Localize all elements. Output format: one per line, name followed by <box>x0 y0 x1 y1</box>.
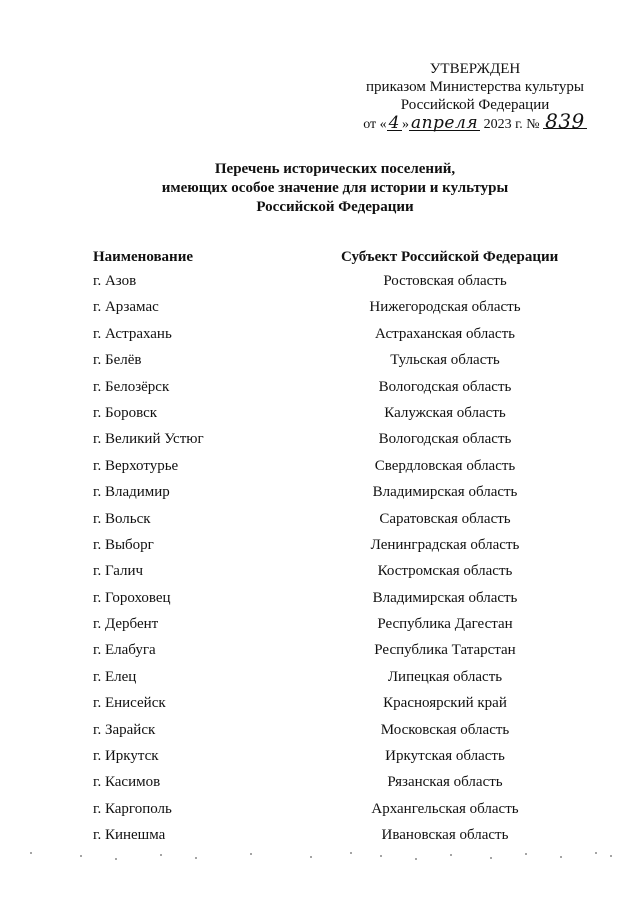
federal-subject: Республика Дагестан <box>377 616 513 633</box>
noise-dot <box>610 855 612 857</box>
noise-dot <box>195 857 197 859</box>
noise-dot <box>160 854 162 856</box>
table-row <box>0 403 640 429</box>
table-row <box>0 271 640 297</box>
noise-dot <box>115 858 117 860</box>
settlement-name: г. Белёв <box>93 352 142 369</box>
table-row <box>0 535 640 561</box>
settlement-name: г. Боровск <box>93 404 158 421</box>
federal-subject: Вологодская область <box>378 431 512 448</box>
noise-dot <box>525 853 527 855</box>
federal-subject: Владимирская область <box>372 589 518 606</box>
settlement-name: г. Гороховец <box>93 589 171 606</box>
table-row <box>0 640 640 666</box>
table-row <box>0 377 640 403</box>
handwritten-number: 839 <box>545 109 585 133</box>
federal-subject: Липецкая область <box>387 668 503 685</box>
column-header-subject: Субъект Российской Федерации <box>341 249 559 265</box>
federal-subject: Ивановская область <box>381 827 509 844</box>
noise-dot <box>490 857 492 859</box>
settlement-name: г. Кинешма <box>93 827 166 844</box>
settlement-name: г. Владимир <box>93 484 170 501</box>
federal-subject: Калужская область <box>384 404 506 421</box>
order-line: приказом Министерства культуры <box>366 79 584 95</box>
table-row <box>0 561 640 587</box>
document-title <box>100 160 570 217</box>
table-row <box>0 614 640 640</box>
settlements-list <box>0 271 640 852</box>
noise-dot <box>80 855 82 857</box>
settlement-name: г. Азов <box>93 273 137 289</box>
noise-dot <box>350 852 352 854</box>
federal-subject: Владимирская область <box>372 484 518 501</box>
noise-dot <box>310 856 312 858</box>
federal-subject: Республика Татарстан <box>374 642 516 659</box>
settlement-name: г. Астрахань <box>93 325 172 342</box>
settlement-name: г. Касимов <box>93 774 161 791</box>
title-line-3: Российской Федерации <box>256 199 414 215</box>
settlement-name: г. Зарайск <box>93 721 156 738</box>
table-row <box>0 720 640 746</box>
federal-subject: Ростовская область <box>383 273 507 289</box>
table-row <box>0 509 640 535</box>
title-line-1: Перечень исторических поселений, <box>214 161 456 177</box>
table-row <box>0 825 640 851</box>
date-line <box>355 109 595 134</box>
noise-dot <box>595 852 597 854</box>
federal-subject: Иркутская область <box>385 748 505 765</box>
table-row <box>0 456 640 482</box>
scan-noise <box>20 852 620 862</box>
table-row <box>0 772 640 798</box>
column-header-name: Наименование <box>93 249 193 265</box>
noise-dot <box>560 856 562 858</box>
settlement-name: г. Елабуга <box>93 642 156 659</box>
settlement-name: г. Дербент <box>93 616 159 633</box>
noise-dot <box>450 854 452 856</box>
settlement-name: г. Иркутск <box>93 748 159 765</box>
handwritten-day: 4 <box>388 113 400 133</box>
date-prefix: от « <box>363 117 387 132</box>
year-text: 2023 г. № <box>483 117 540 132</box>
date-quote: » <box>401 117 409 132</box>
table-row <box>0 482 640 508</box>
approved-label: УТВЕРЖДЕН <box>429 61 521 77</box>
table-row <box>0 746 640 772</box>
table-row <box>0 799 640 825</box>
settlement-name: г. Верхотурье <box>93 457 179 474</box>
settlement-name: г. Вольск <box>93 510 151 527</box>
federal-subject: Московская область <box>380 721 510 738</box>
federal-subject: Астраханская область <box>375 325 515 342</box>
settlement-name: г. Енисейск <box>93 695 166 712</box>
settlement-name: г. Великий Устюг <box>93 431 204 448</box>
federal-subject: Свердловская область <box>374 457 516 474</box>
settlement-name: г. Белозёрск <box>93 378 170 395</box>
settlement-name: г. Елец <box>93 668 137 685</box>
federal-subject: Ленинградская область <box>370 536 520 553</box>
noise-dot <box>250 853 252 855</box>
title-line-2: имеющих особое значение для истории и культуры <box>161 180 509 196</box>
federal-subject: Нижегородская область <box>369 299 521 316</box>
noise-dot <box>380 855 382 857</box>
federal-subject: Саратовская область <box>379 510 511 527</box>
table-row <box>0 667 640 693</box>
table-row <box>0 324 640 350</box>
settlement-name: г. Арзамас <box>93 299 159 316</box>
table-row <box>0 350 640 376</box>
table-row <box>0 693 640 719</box>
handwritten-month: апреля <box>410 113 479 133</box>
federal-subject: Костромская область <box>377 563 513 580</box>
federal-subject: Тульская область <box>390 352 500 369</box>
federation-line: Российской Федерации <box>400 97 550 113</box>
table-row <box>0 429 640 455</box>
federal-subject: Рязанская область <box>387 774 503 791</box>
noise-dot <box>415 858 417 860</box>
federal-subject: Архангельская область <box>371 800 519 817</box>
settlement-name: г. Каргополь <box>93 800 172 817</box>
settlement-name: г. Выборг <box>93 536 154 553</box>
approval-block <box>355 60 595 134</box>
federal-subject: Вологодская область <box>378 378 512 395</box>
settlement-name: г. Галич <box>93 563 144 580</box>
table-row <box>0 297 640 323</box>
federal-subject: Красноярский край <box>383 695 507 712</box>
table-row <box>0 588 640 614</box>
noise-dot <box>30 852 32 854</box>
